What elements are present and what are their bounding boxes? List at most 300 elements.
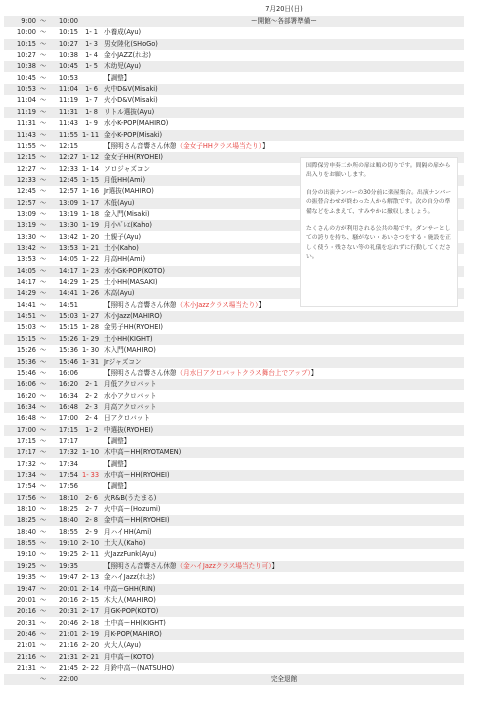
program-label bbox=[104, 152, 163, 163]
time-separator: ～ bbox=[39, 573, 47, 582]
end-time: 13:19 bbox=[58, 209, 78, 218]
program-number: 1- 3 bbox=[85, 39, 98, 48]
schedule-row bbox=[4, 538, 464, 549]
program-number: 1- 23 bbox=[82, 266, 100, 275]
end-time: 17:15 bbox=[58, 425, 78, 434]
program-label bbox=[104, 436, 130, 447]
program-title: Jrジャズコン bbox=[104, 357, 142, 366]
program-label bbox=[104, 39, 158, 50]
program-title: 水小アクロバット bbox=[104, 391, 157, 400]
end-time: 13:09 bbox=[58, 198, 78, 207]
time-separator: ～ bbox=[39, 85, 47, 94]
start-time: 14:29 bbox=[16, 289, 36, 298]
time-separator: ～ bbox=[39, 425, 47, 434]
program-title: 水小GK-POP(KOTO) bbox=[104, 266, 165, 275]
schedule-row bbox=[4, 73, 464, 84]
end-time: 17:34 bbox=[58, 459, 78, 468]
notice-paragraph: 国際保労申奏二か所の扉は順の切りです。間隔の扉から出入りをお願いします。 bbox=[306, 163, 451, 179]
program-title: 中高ーGHH(RIN) bbox=[104, 584, 156, 593]
end-time: 17:17 bbox=[58, 436, 78, 445]
schedule-row bbox=[4, 504, 464, 515]
schedule-row bbox=[4, 595, 464, 606]
program-number: 1- 33 bbox=[82, 471, 100, 479]
time-separator: ～ bbox=[39, 493, 47, 502]
end-time: 16:20 bbox=[58, 380, 78, 389]
time-separator: ～ bbox=[39, 141, 47, 150]
program-label bbox=[104, 413, 150, 424]
schedule-row bbox=[4, 322, 464, 333]
program-title: 日アクロバット bbox=[104, 414, 150, 423]
end-time: 18:10 bbox=[58, 493, 78, 502]
schedule-row bbox=[4, 561, 464, 572]
row-center-label: ー開館～各部署準備ー bbox=[251, 17, 317, 25]
time-separator: ～ bbox=[39, 357, 47, 366]
program-label bbox=[104, 470, 170, 481]
program-label bbox=[104, 232, 141, 243]
schedule-row bbox=[4, 402, 464, 413]
program-label bbox=[104, 50, 151, 61]
program-number: 1- 11 bbox=[82, 130, 100, 139]
time-separator: ～ bbox=[39, 312, 47, 321]
program-title: 金男子HH(RYOHEI) bbox=[104, 323, 163, 332]
program-number: 2- 18 bbox=[82, 618, 100, 627]
end-time: 19:10 bbox=[58, 539, 78, 548]
program-label bbox=[104, 549, 156, 560]
break-note: （木小Jazzクラス場当たり） bbox=[176, 300, 259, 309]
end-time: 21:01 bbox=[58, 629, 78, 638]
time-separator: ～ bbox=[39, 28, 47, 37]
program-label bbox=[104, 277, 158, 288]
program-number: 2- 21 bbox=[82, 652, 100, 661]
program-number: 2- 13 bbox=[82, 573, 100, 582]
time-separator: ～ bbox=[39, 278, 47, 287]
end-time: 12:15 bbox=[58, 141, 78, 150]
time-separator: ～ bbox=[39, 436, 47, 445]
program-label bbox=[104, 266, 165, 277]
schedule-row bbox=[4, 640, 464, 651]
program-number: 2- 15 bbox=[82, 595, 100, 604]
time-separator: ～ bbox=[39, 39, 47, 48]
break-note: （金女子HHクラス場当たり） bbox=[176, 141, 263, 150]
program-label bbox=[104, 561, 278, 572]
program-number: 1- 31 bbox=[82, 357, 100, 366]
program-title: 月低HH(Ami) bbox=[104, 175, 146, 184]
end-time: 18:40 bbox=[58, 516, 78, 525]
start-time: 12:27 bbox=[16, 164, 36, 173]
program-title: 【調整】 bbox=[104, 482, 131, 491]
end-time: 11:19 bbox=[58, 96, 78, 105]
end-time: 14:17 bbox=[58, 266, 78, 275]
schedule-row bbox=[4, 663, 464, 674]
time-separator: ～ bbox=[39, 505, 47, 514]
schedule-row bbox=[4, 436, 464, 447]
time-separator: ～ bbox=[39, 334, 47, 343]
time-separator: ～ bbox=[39, 198, 47, 207]
end-time: 20:01 bbox=[58, 584, 78, 593]
time-separator: ～ bbox=[39, 652, 47, 661]
schedule-row bbox=[4, 334, 464, 345]
program-title: 中選抜(RYOHEI) bbox=[104, 425, 154, 434]
start-time: 17:00 bbox=[16, 425, 36, 434]
program-label bbox=[104, 334, 153, 345]
program-label bbox=[104, 606, 158, 617]
program-title: 月GK-POP(KOTO) bbox=[104, 607, 159, 616]
time-separator: ～ bbox=[39, 323, 47, 332]
program-label bbox=[104, 368, 317, 379]
start-time: 17:15 bbox=[16, 436, 36, 445]
schedule-row bbox=[4, 674, 464, 685]
schedule-row bbox=[4, 27, 464, 38]
start-time: 19:47 bbox=[16, 584, 36, 593]
program-label bbox=[104, 141, 269, 152]
start-time: 11:43 bbox=[16, 130, 36, 139]
program-number: 1- 4 bbox=[85, 51, 98, 60]
program-label bbox=[104, 584, 155, 595]
start-time: 15:36 bbox=[16, 357, 36, 366]
start-time: 14:05 bbox=[16, 266, 36, 275]
program-number: 1- 5 bbox=[85, 62, 98, 71]
program-label bbox=[104, 84, 158, 95]
program-label bbox=[104, 243, 139, 254]
start-time: 17:17 bbox=[16, 448, 36, 457]
row-center-label: 完全退館 bbox=[270, 675, 298, 684]
end-time: 18:25 bbox=[58, 505, 78, 514]
program-number: 1- 1 bbox=[85, 28, 98, 37]
start-time: 17:34 bbox=[16, 471, 36, 479]
program-title: リトル選抜(Ayu) bbox=[104, 107, 155, 116]
start-time: 20:01 bbox=[16, 595, 36, 604]
end-time: 21:31 bbox=[58, 652, 78, 661]
end-time: 22:00 bbox=[58, 675, 78, 684]
time-separator: ～ bbox=[39, 584, 47, 593]
program-label bbox=[104, 164, 150, 175]
program-label bbox=[104, 493, 156, 504]
notice-box bbox=[300, 157, 458, 307]
end-time: 17:54 bbox=[58, 471, 78, 479]
end-time: 15:36 bbox=[58, 346, 78, 355]
program-title: 木中高ーHH(RYOTAMEN) bbox=[104, 448, 182, 457]
time-separator: ～ bbox=[39, 62, 47, 71]
end-time: 10:38 bbox=[58, 51, 78, 60]
program-number: 2- 11 bbox=[82, 550, 100, 559]
end-time: 17:00 bbox=[58, 414, 78, 423]
end-time: 10:53 bbox=[58, 73, 78, 82]
schedule-row bbox=[4, 584, 464, 595]
time-separator: ～ bbox=[39, 289, 47, 298]
start-time: 10:00 bbox=[16, 28, 36, 37]
start-time: 18:10 bbox=[16, 505, 36, 514]
program-label bbox=[104, 504, 160, 515]
end-time: 16:48 bbox=[58, 402, 78, 411]
time-separator: ～ bbox=[39, 561, 47, 570]
end-time: 14:29 bbox=[58, 278, 78, 287]
program-label bbox=[104, 300, 265, 311]
bracket-close: 】 bbox=[262, 141, 269, 150]
program-number: 2- 17 bbox=[82, 607, 100, 616]
end-time: 17:32 bbox=[58, 448, 78, 457]
program-label bbox=[104, 618, 166, 629]
start-time: 10:27 bbox=[16, 51, 36, 60]
end-time: 21:45 bbox=[58, 663, 78, 672]
start-time: 16:34 bbox=[16, 402, 36, 411]
end-time: 20:16 bbox=[58, 595, 78, 604]
program-label bbox=[104, 73, 130, 84]
program-label bbox=[104, 130, 162, 141]
program-number: 2- 7 bbox=[85, 505, 98, 514]
end-time: 15:03 bbox=[58, 312, 78, 321]
program-title: 金中高ーHH(RYOHEI) bbox=[104, 516, 170, 525]
program-number: 1- 21 bbox=[82, 244, 100, 252]
program-number: 1- 2 bbox=[85, 425, 98, 434]
end-time: 18:55 bbox=[58, 527, 78, 536]
schedule-row bbox=[4, 527, 464, 538]
program-number: 1- 19 bbox=[82, 221, 100, 230]
end-time: 13:42 bbox=[58, 232, 78, 241]
schedule-row bbox=[4, 391, 464, 402]
program-label bbox=[104, 391, 157, 402]
program-title: 木低(Ayu) bbox=[104, 198, 135, 207]
start-time: 15:03 bbox=[16, 323, 36, 332]
program-number: 2- 19 bbox=[82, 629, 100, 638]
program-number: 1- 28 bbox=[82, 323, 100, 332]
program-label bbox=[104, 175, 145, 186]
program-label bbox=[104, 663, 174, 674]
schedule-row bbox=[4, 470, 464, 481]
program-number: 1- 30 bbox=[82, 346, 100, 355]
time-separator: ～ bbox=[39, 266, 47, 275]
schedule-row bbox=[4, 130, 464, 141]
start-time: 12:33 bbox=[16, 175, 36, 184]
bracket-close: 】 bbox=[271, 561, 279, 570]
program-title: 火中高ー(Hozumi) bbox=[104, 505, 161, 514]
program-number: 2- 4 bbox=[85, 414, 98, 423]
end-time: 19:25 bbox=[58, 550, 78, 559]
break-note: （月水日アクロバットクラス舞台上でアップ） bbox=[176, 368, 311, 377]
program-label bbox=[104, 27, 141, 38]
start-time: 13:53 bbox=[16, 255, 36, 264]
program-number: 1- 10 bbox=[82, 448, 100, 457]
start-time: 14:17 bbox=[16, 278, 36, 287]
program-title: 月K-POP(MAHIRO) bbox=[104, 629, 162, 638]
program-number: 1- 17 bbox=[82, 198, 100, 207]
schedule-row bbox=[4, 606, 464, 617]
start-time: 18:40 bbox=[16, 527, 36, 536]
program-label bbox=[104, 629, 162, 640]
program-number: 1- 9 bbox=[85, 119, 98, 128]
start-time: 16:06 bbox=[16, 380, 36, 389]
schedule-row bbox=[4, 357, 464, 368]
start-time: 14:51 bbox=[16, 312, 36, 321]
time-separator: ～ bbox=[39, 164, 47, 173]
time-separator: ～ bbox=[39, 175, 47, 184]
time-separator: ～ bbox=[39, 471, 47, 479]
schedule-row bbox=[4, 549, 464, 560]
program-number: 1- 29 bbox=[82, 334, 100, 343]
program-title: ソロジャズコン bbox=[104, 164, 151, 173]
schedule-row bbox=[4, 345, 464, 356]
end-time: 10:15 bbox=[58, 28, 78, 37]
program-label bbox=[104, 572, 155, 583]
end-time: 15:26 bbox=[58, 334, 78, 343]
time-separator: ～ bbox=[39, 539, 47, 548]
start-time: 15:15 bbox=[16, 334, 36, 343]
end-time: 14:51 bbox=[58, 300, 78, 309]
program-number: 2- 1 bbox=[85, 380, 98, 389]
time-separator: ～ bbox=[39, 255, 47, 264]
schedule-row bbox=[4, 459, 464, 470]
program-label bbox=[104, 447, 181, 458]
program-title: 【照明さん音響さん休憩 bbox=[104, 300, 177, 309]
start-time: 11:55 bbox=[16, 141, 36, 150]
time-separator: ～ bbox=[39, 51, 47, 60]
program-number: 1- 12 bbox=[82, 153, 100, 162]
program-number: 1- 25 bbox=[82, 278, 100, 287]
program-title: 土中高ーHH(KIGHT) bbox=[104, 618, 166, 627]
end-time: 17:56 bbox=[58, 482, 78, 491]
program-label bbox=[104, 640, 141, 651]
program-label bbox=[104, 209, 150, 220]
time-separator: ～ bbox=[39, 607, 47, 616]
break-note: （金ハイJazzクラス場当たり可） bbox=[176, 561, 272, 570]
schedule-row bbox=[4, 61, 464, 72]
program-label bbox=[104, 538, 145, 549]
start-time: 21:01 bbox=[16, 641, 36, 650]
program-title: 土親子(Ayu) bbox=[104, 232, 142, 241]
program-title: 土小HH(KIGHT) bbox=[104, 334, 153, 343]
end-time: 12:57 bbox=[58, 187, 78, 196]
program-title: 月高アクロバット bbox=[104, 402, 157, 411]
start-time: 19:25 bbox=[16, 561, 36, 570]
schedule-row bbox=[4, 493, 464, 504]
start-time: 15:26 bbox=[16, 346, 36, 355]
program-title: 土大人(Kaho) bbox=[104, 539, 146, 548]
end-time: 15:15 bbox=[58, 323, 78, 332]
program-title: 小養成(Ayu) bbox=[104, 28, 142, 37]
program-label bbox=[104, 481, 130, 492]
program-number: 1- 6 bbox=[85, 85, 98, 94]
bracket-close: 】 bbox=[310, 368, 318, 377]
start-time: 12:57 bbox=[16, 198, 36, 207]
schedule-row bbox=[4, 50, 464, 61]
schedule-row bbox=[4, 95, 464, 106]
start-time: 16:48 bbox=[16, 414, 36, 423]
program-label bbox=[104, 198, 134, 209]
end-time: 16:34 bbox=[58, 391, 78, 400]
schedule-row bbox=[4, 425, 464, 436]
program-number: 1- 27 bbox=[82, 312, 100, 321]
time-separator: ～ bbox=[39, 448, 47, 457]
start-time: 13:19 bbox=[16, 221, 36, 230]
time-separator: ～ bbox=[39, 17, 47, 25]
end-time: 13:53 bbox=[58, 244, 78, 252]
program-title: 木入門(MAHIRO) bbox=[104, 346, 156, 355]
notice-paragraph: たくさんの方が利用される公共の場です。ダンサーとしての誇りを持ち、騒がない・あいさつをする・施設を正しく使う・残さない等の礼儀を忘れずに行動してください。 bbox=[306, 226, 451, 261]
program-title: 火JazzFunk(Ayu) bbox=[104, 550, 157, 559]
time-separator: ～ bbox=[39, 641, 47, 650]
time-separator: ～ bbox=[39, 119, 47, 128]
schedule-row bbox=[4, 652, 464, 663]
program-number: 2- 3 bbox=[85, 402, 98, 411]
time-separator: ～ bbox=[39, 663, 47, 672]
program-title: 金ハイJazz(れお) bbox=[104, 573, 156, 582]
start-time: 10:53 bbox=[16, 85, 36, 94]
schedule-row bbox=[4, 572, 464, 583]
start-time: 21:31 bbox=[16, 663, 36, 672]
schedule-row bbox=[4, 39, 464, 50]
program-number: 1- 7 bbox=[85, 96, 98, 105]
start-time: 17:32 bbox=[16, 459, 36, 468]
program-title: 木幼児(Ayu) bbox=[104, 62, 142, 71]
program-label bbox=[104, 322, 163, 333]
end-time: 14:41 bbox=[58, 289, 78, 298]
program-label bbox=[104, 515, 170, 526]
program-title: 木大人(MAHIRO) bbox=[104, 595, 156, 604]
program-title: 月中高ー(KOTO) bbox=[104, 652, 154, 661]
schedule-row bbox=[4, 447, 464, 458]
program-title: 土小HH(MASAKI) bbox=[104, 278, 158, 287]
time-separator: ～ bbox=[39, 232, 47, 241]
start-time: 10:38 bbox=[16, 62, 36, 71]
start-time: 11:31 bbox=[16, 119, 36, 128]
start-time: 16:20 bbox=[16, 391, 36, 400]
schedule-row bbox=[4, 141, 464, 152]
program-title: 【調整】 bbox=[104, 436, 131, 445]
program-label bbox=[104, 107, 154, 118]
start-time: 12:15 bbox=[16, 153, 36, 162]
schedule-row bbox=[4, 107, 464, 118]
start-time: 20:31 bbox=[16, 618, 36, 627]
start-time: 19:35 bbox=[16, 573, 36, 582]
schedule-row bbox=[4, 311, 464, 322]
program-label bbox=[104, 95, 158, 106]
program-number: 2- 2 bbox=[85, 391, 98, 400]
time-separator: ～ bbox=[39, 618, 47, 627]
program-title: 水中高ーHH(RYOHEI) bbox=[104, 471, 170, 479]
program-number: 2- 6 bbox=[85, 493, 98, 502]
program-title: 金小K-POP(Misaki) bbox=[104, 130, 163, 139]
program-label bbox=[104, 220, 152, 231]
end-time: 11:31 bbox=[58, 107, 78, 116]
schedule-row bbox=[4, 84, 464, 95]
program-title: 金小JAZZ(れお) bbox=[104, 51, 151, 60]
time-separator: ～ bbox=[39, 516, 47, 525]
end-time: 11:43 bbox=[58, 119, 78, 128]
end-time: 13:30 bbox=[58, 221, 78, 230]
program-title: 火大人(Ayu) bbox=[104, 641, 142, 650]
start-time: 18:25 bbox=[16, 516, 36, 525]
schedule-row bbox=[4, 118, 464, 129]
schedule-row bbox=[4, 618, 464, 629]
program-title: 火中D&V(Misaki) bbox=[104, 85, 158, 94]
program-title: 月高HH(Ami) bbox=[104, 255, 146, 264]
program-title: 火R&B(うたまる) bbox=[104, 493, 157, 502]
end-time: 16:06 bbox=[58, 368, 78, 377]
end-time: 19:35 bbox=[58, 561, 78, 570]
program-title: 【照明さん音響さん休憩 bbox=[104, 561, 177, 570]
end-time: 12:27 bbox=[58, 153, 78, 162]
program-label bbox=[104, 288, 134, 299]
start-time: 20:16 bbox=[16, 607, 36, 616]
schedule-row bbox=[4, 368, 464, 379]
end-time: 10:45 bbox=[58, 62, 78, 71]
program-title: 【照明さん音響さん休憩 bbox=[104, 141, 177, 150]
end-time: 11:55 bbox=[58, 130, 78, 139]
program-label bbox=[104, 425, 153, 436]
time-separator: ～ bbox=[39, 402, 47, 411]
notice-paragraph: 自分の出演ナンバーの30分前に楽屋集合。出演ナンバーの振替合わせが終わった人から解散です。次の自分の準備などをふまえて、すみやかに撤収しましょう。 bbox=[306, 189, 452, 215]
program-title: 月小ﾊﾞﾚｴ(Kaho) bbox=[104, 221, 152, 230]
program-label bbox=[104, 379, 157, 390]
